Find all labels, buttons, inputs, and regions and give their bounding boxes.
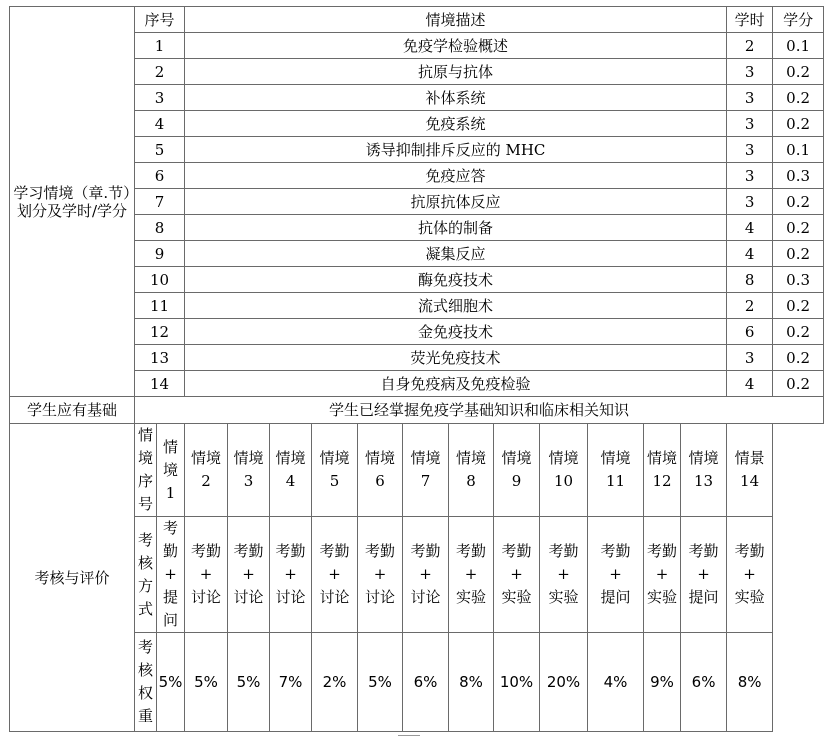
method-part: 考勤 [600, 542, 631, 560]
situation-number-cell [681, 424, 727, 517]
row-number: 14 [135, 371, 185, 397]
row-hours: 3 [727, 111, 773, 137]
situation-method-cell [228, 517, 270, 633]
situation-weight-cell: 5% [358, 633, 403, 732]
row-description: 诱导抑制排斥反应的 MHC [185, 137, 727, 163]
situation-name: 情境 [501, 449, 532, 467]
situation-method-cell [185, 517, 228, 633]
situation-name: 情境 [456, 449, 487, 467]
situation-number: 4 [285, 472, 296, 490]
label-char: 考 [137, 530, 153, 549]
row-credits: 0.2 [773, 85, 824, 111]
situation-number-cell [185, 424, 228, 517]
basis-text: 学生已经掌握免疫学基础知识和临床相关知识 [135, 397, 824, 424]
row-hours: 4 [727, 215, 773, 241]
situation-name: 情境 [233, 449, 264, 467]
label-char: 核 [137, 553, 153, 572]
row-description: 荧光免疫技术 [185, 345, 727, 371]
situation-weight-cell: 2% [312, 633, 358, 732]
row-number: 5 [135, 137, 185, 163]
method-part: 提问 [688, 588, 719, 606]
row-hours: 2 [727, 33, 773, 59]
row-credits: 0.1 [773, 33, 824, 59]
row-credits: 0.2 [773, 371, 824, 397]
row-hours: 2 [727, 293, 773, 319]
row-description: 抗体的制备 [185, 215, 727, 241]
method-part: 讨论 [365, 588, 396, 606]
row-hours: 3 [727, 189, 773, 215]
label-char: 权 [137, 684, 153, 702]
method-part: 讨论 [275, 588, 306, 606]
method-part: + [419, 565, 432, 583]
method-part: 实验 [501, 588, 532, 606]
situation-weight-cell: 5% [228, 633, 270, 732]
page-edge-mark [398, 735, 420, 744]
situation-number-cell [403, 424, 449, 517]
row-description: 免疫应答 [185, 163, 727, 189]
method-part: + [199, 565, 213, 583]
method-part: 实验 [548, 588, 579, 606]
situation-name: 情境 [410, 449, 441, 467]
situation-number-cell [157, 424, 185, 517]
row-description: 补体系统 [185, 85, 727, 111]
label-char: 序 [137, 472, 153, 490]
row-number: 1 [135, 33, 185, 59]
label-char: 境 [137, 449, 153, 467]
situation-number-cell [588, 424, 644, 517]
situation-name: 情境 [191, 449, 222, 467]
row-hours: 8 [727, 267, 773, 293]
eval-number-label [135, 424, 157, 517]
label-char: 重 [137, 707, 153, 725]
eval-number-row [10, 424, 824, 517]
plan-section-label: 学习情境（章.节）划分及学时/学分 [10, 7, 135, 397]
table-header-row [10, 7, 824, 33]
row-hours: 3 [727, 163, 773, 189]
method-part: 讨论 [319, 588, 350, 606]
method-part: + [464, 565, 478, 583]
method-part: + [328, 565, 341, 583]
method-part: + [655, 565, 669, 583]
situation-method-cell [540, 517, 588, 633]
row-number: 9 [135, 241, 185, 267]
situation-name: 情境 [365, 449, 396, 467]
situation-number-cell [644, 424, 681, 517]
row-description: 抗原与抗体 [185, 59, 727, 85]
assessment-section-label: 考核与评价 [10, 424, 135, 732]
situation-number-cell [312, 424, 358, 517]
situation-number: 1 [165, 483, 176, 502]
method-part: 考勤 [365, 542, 396, 560]
method-part: + [510, 565, 523, 583]
situation-weight-cell: 4% [588, 633, 644, 732]
method-part: + [557, 565, 570, 583]
row-number: 3 [135, 85, 185, 111]
situation-number-cell [494, 424, 540, 517]
eval-weight-label [135, 633, 157, 732]
header-credits: 学分 [773, 7, 824, 33]
method-part: 考勤 [275, 542, 306, 560]
row-number: 8 [135, 215, 185, 241]
method-part: + [242, 565, 255, 583]
row-credits: 0.2 [773, 293, 824, 319]
method-part: 实验 [456, 588, 487, 606]
row-number: 13 [135, 345, 185, 371]
method-part: + [609, 565, 622, 583]
method-part: + [284, 565, 297, 583]
row-hours: 3 [727, 85, 773, 111]
situation-number: 8 [466, 472, 476, 490]
situation-number: 14 [740, 472, 760, 490]
method-part: 考勤 [163, 519, 179, 560]
row-credits: 0.2 [773, 189, 824, 215]
situation-weight-cell: 9% [644, 633, 681, 732]
situation-name: 情境 [275, 449, 306, 467]
row-credits: 0.1 [773, 137, 824, 163]
method-part: 实验 [647, 588, 678, 606]
situation-weight-cell: 5% [157, 633, 185, 732]
row-description: 流式细胞术 [185, 293, 727, 319]
basis-row [10, 397, 824, 424]
row-number: 2 [135, 59, 185, 85]
situation-name: 情境 [688, 449, 719, 467]
situation-method-cell [358, 517, 403, 633]
situation-method-cell [270, 517, 312, 633]
method-part: + [164, 565, 177, 583]
method-part: 考勤 [191, 542, 222, 560]
situation-number-cell [449, 424, 494, 517]
label-char: 式 [137, 599, 153, 618]
situation-number: 10 [553, 472, 574, 490]
situation-name: 情景 [734, 449, 765, 467]
label-char: 号 [137, 495, 153, 513]
method-part: 考勤 [688, 542, 719, 560]
situation-name: 情境 [319, 449, 350, 467]
situation-method-cell [681, 517, 727, 633]
method-part: 考勤 [456, 542, 487, 560]
row-hours: 6 [727, 319, 773, 345]
situation-number-cell [540, 424, 588, 517]
row-credits: 0.2 [773, 345, 824, 371]
row-description: 酶免疫技术 [185, 267, 727, 293]
row-credits: 0.2 [773, 111, 824, 137]
header-description: 情境描述 [185, 7, 727, 33]
situation-number-cell [358, 424, 403, 517]
row-hours: 3 [727, 59, 773, 85]
eval-method-label [135, 517, 157, 633]
method-part: 提问 [600, 588, 631, 606]
situation-weight-cell: 8% [449, 633, 494, 732]
situation-number: 9 [511, 472, 522, 490]
situation-number: 6 [375, 472, 385, 490]
situation-method-cell [727, 517, 773, 633]
row-description: 凝集反应 [185, 241, 727, 267]
situation-method-cell [403, 517, 449, 633]
method-part: 讨论 [233, 588, 264, 606]
row-hours: 3 [727, 137, 773, 163]
row-description: 免疫系统 [185, 111, 727, 137]
row-hours: 4 [727, 371, 773, 397]
row-number: 4 [135, 111, 185, 137]
method-part: 讨论 [410, 588, 441, 606]
row-number: 6 [135, 163, 185, 189]
label-char: 核 [137, 661, 153, 679]
method-part: 考勤 [233, 542, 264, 560]
header-hours: 学时 [727, 7, 773, 33]
situation-name: 情境 [163, 437, 179, 479]
situation-number-cell [228, 424, 270, 517]
method-part: 考勤 [734, 542, 765, 560]
row-credits: 0.2 [773, 59, 824, 85]
row-hours: 4 [727, 241, 773, 267]
method-part: + [373, 565, 387, 583]
situation-number: 5 [329, 472, 340, 490]
label-char: 情 [137, 426, 153, 444]
situation-weight-cell: 7% [270, 633, 312, 732]
row-hours: 3 [727, 345, 773, 371]
row-description: 抗原抗体反应 [185, 189, 727, 215]
situation-method-cell [312, 517, 358, 633]
method-part: + [743, 565, 756, 583]
situation-method-cell [449, 517, 494, 633]
situation-method-cell [644, 517, 681, 633]
row-credits: 0.3 [773, 267, 824, 293]
situation-method-cell [494, 517, 540, 633]
situation-number: 11 [605, 472, 626, 490]
method-part: + [697, 565, 710, 583]
situation-method-cell [588, 517, 644, 633]
situation-method-cell [157, 517, 185, 633]
situation-weight-cell: 10% [494, 633, 540, 732]
situation-number: 12 [652, 472, 672, 490]
row-number: 7 [135, 189, 185, 215]
situation-number-cell [270, 424, 312, 517]
situation-weight-cell: 6% [681, 633, 727, 732]
method-part: 考勤 [548, 542, 579, 560]
method-part: 考勤 [501, 542, 532, 560]
method-part: 考勤 [647, 542, 678, 560]
situation-number: 2 [201, 472, 211, 490]
method-part: 提问 [163, 588, 179, 629]
row-description: 免疫学检验概述 [185, 33, 727, 59]
row-credits: 0.2 [773, 319, 824, 345]
situation-name: 情境 [600, 449, 631, 467]
basis-section-label: 学生应有基础 [10, 397, 135, 424]
situation-weight-cell: 20% [540, 633, 588, 732]
situation-number: 13 [694, 472, 714, 490]
label-char: 考 [137, 638, 153, 656]
header-number: 序号 [135, 7, 185, 33]
situation-number: 3 [243, 472, 254, 490]
row-credits: 0.3 [773, 163, 824, 189]
situation-number-cell [727, 424, 773, 517]
situation-weight-cell: 8% [727, 633, 773, 732]
situation-name: 情境 [647, 449, 678, 467]
situation-number: 7 [420, 472, 431, 490]
course-plan-table [9, 6, 824, 732]
method-part: 实验 [734, 588, 765, 606]
row-number: 11 [135, 293, 185, 319]
row-number: 10 [135, 267, 185, 293]
row-number: 12 [135, 319, 185, 345]
row-description: 自身免疫病及免疫检验 [185, 371, 727, 397]
situation-weight-cell: 6% [403, 633, 449, 732]
situation-name: 情境 [548, 449, 579, 467]
row-credits: 0.2 [773, 241, 824, 267]
row-credits: 0.2 [773, 215, 824, 241]
label-char: 方 [137, 576, 153, 595]
method-part: 考勤 [410, 542, 441, 560]
method-part: 考勤 [319, 542, 350, 560]
method-part: 讨论 [191, 588, 222, 606]
row-description: 金免疫技术 [185, 319, 727, 345]
situation-weight-cell: 5% [185, 633, 228, 732]
